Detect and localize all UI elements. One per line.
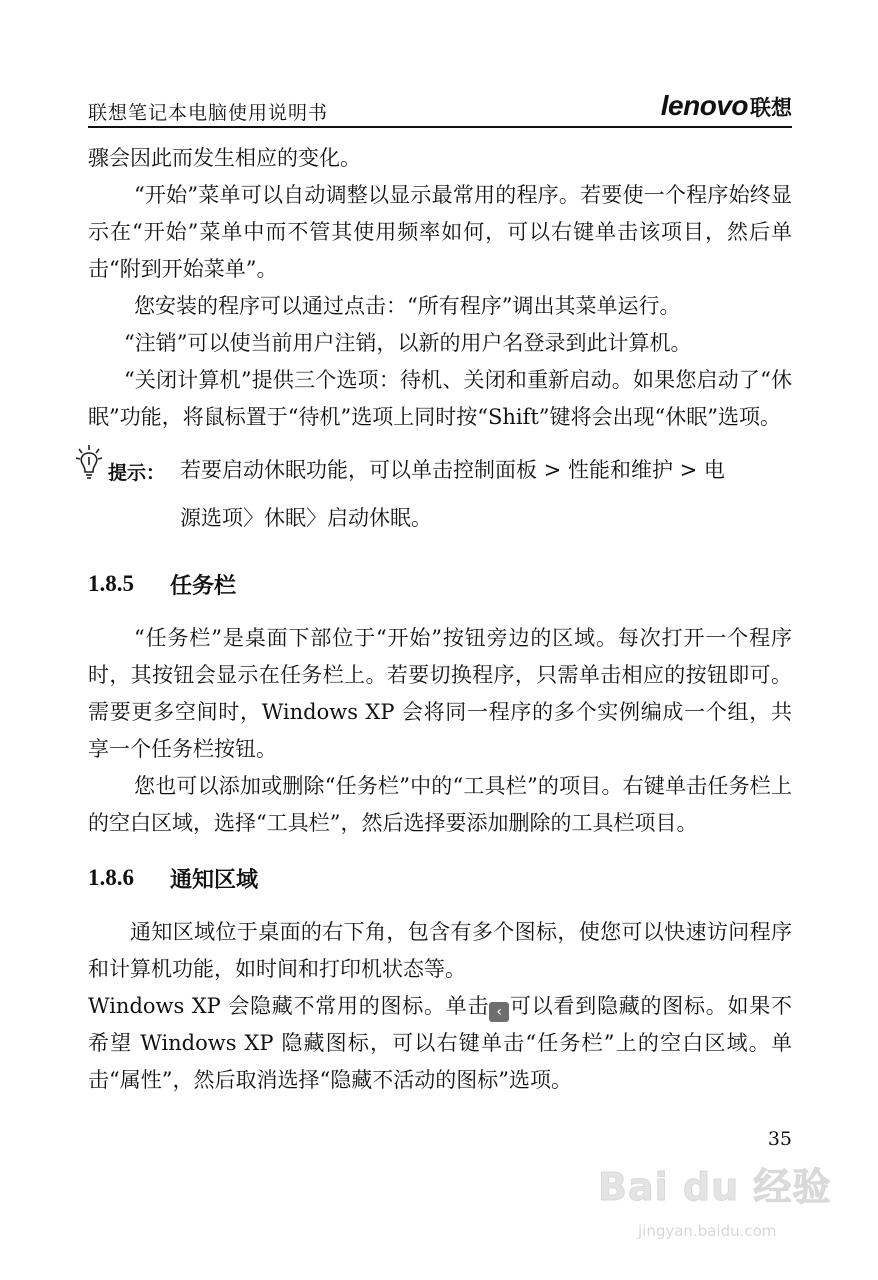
section-heading-1-8-6 [88, 856, 792, 900]
paragraph: “注销”可以使当前用户注销，以新的用户名登录到此计算机。 [124, 331, 692, 355]
section-title: 通知区域 [170, 867, 259, 893]
paragraph: 通知区域位于桌面的右下角，包含有多个图标，使您可以快速访问程序和计算机功能，如时间和打印机状态等。 [88, 920, 792, 981]
lightbulb-icon [76, 444, 102, 480]
page-header [88, 92, 792, 128]
tip-label: 提示： [108, 462, 166, 484]
page-body [88, 140, 792, 1099]
chevron-left-icon: ‹ [489, 1002, 509, 1022]
section-number: 1.8.5 [88, 571, 134, 596]
section-heading-1-8-5 [88, 562, 792, 606]
tip-text-line2: 源选项〉休眠〉启动休眠。 [180, 506, 432, 530]
header-divider [88, 126, 792, 128]
header-title: 联想笔记本电脑使用说明书 [88, 102, 329, 124]
tip-box [88, 444, 792, 548]
paragraph-with-icon [88, 988, 792, 1099]
paragraph-text: Windows XP 会隐藏不常用的图标。单击 [88, 994, 490, 1018]
section-number: 1.8.6 [88, 865, 134, 890]
watermark-url: jingyan.baidu.com [638, 1222, 777, 1240]
paragraph: “开始”菜单可以自动调整以显示最常用的程序。若要使一个程序始终显示在“开始”菜单中而不管其使用频率如何，可以右键单击该项目，然后单击“附到开始菜单”。 [88, 183, 792, 281]
tip-text-line1: 若要启动休眠功能，可以单击控制面板 > 性能和维护 > 电 [180, 458, 725, 482]
logo-chinese: 联想 [750, 96, 792, 120]
page-number: 35 [767, 1128, 792, 1150]
section-title: 任务栏 [170, 573, 237, 599]
paragraph: “任务栏”是桌面下部位于“开始”按钮旁边的区域。每次打开一个程序时，其按钮会显示在任务栏上。若要切换程序，只需单击相应的按钮即可。需要更多空间时，Windows XP 会将同一程序的多个实例编成一个组，共享一个任务栏按钮。 [88, 626, 792, 761]
paragraph: 骤会因此而发生相应的变化。 [88, 146, 361, 170]
paragraph: 您也可以添加或删除“任务栏”中的“工具栏”的项目。右键单击任务栏上的空白区域，选择“工具栏”，然后选择要添加删除的工具栏项目。 [88, 774, 792, 835]
paragraph: 您安装的程序可以通过点击：“所有程序”调出其菜单运行。 [134, 294, 681, 318]
logo-wordmark: lenovo [660, 90, 748, 121]
lenovo-logo [661, 90, 792, 122]
watermark-brand: Bai du 经验 [598, 1165, 832, 1209]
paragraph: “关闭计算机”提供三个选项：待机、关闭和重新启动。如果您启动了“休眠”功能，将鼠标置于“待机”选项上同时按“Shift”键将会出现“休眠”选项。 [88, 368, 792, 429]
paragraph-text: 可以看到隐藏的图标。如果不希望 Windows XP 隐藏图标，可以右键单击“任务栏”上的空白区域。单击“属性”，然后取消选择“隐藏不活动的图标”选项。 [88, 994, 792, 1092]
baidu-watermark [598, 1150, 838, 1270]
